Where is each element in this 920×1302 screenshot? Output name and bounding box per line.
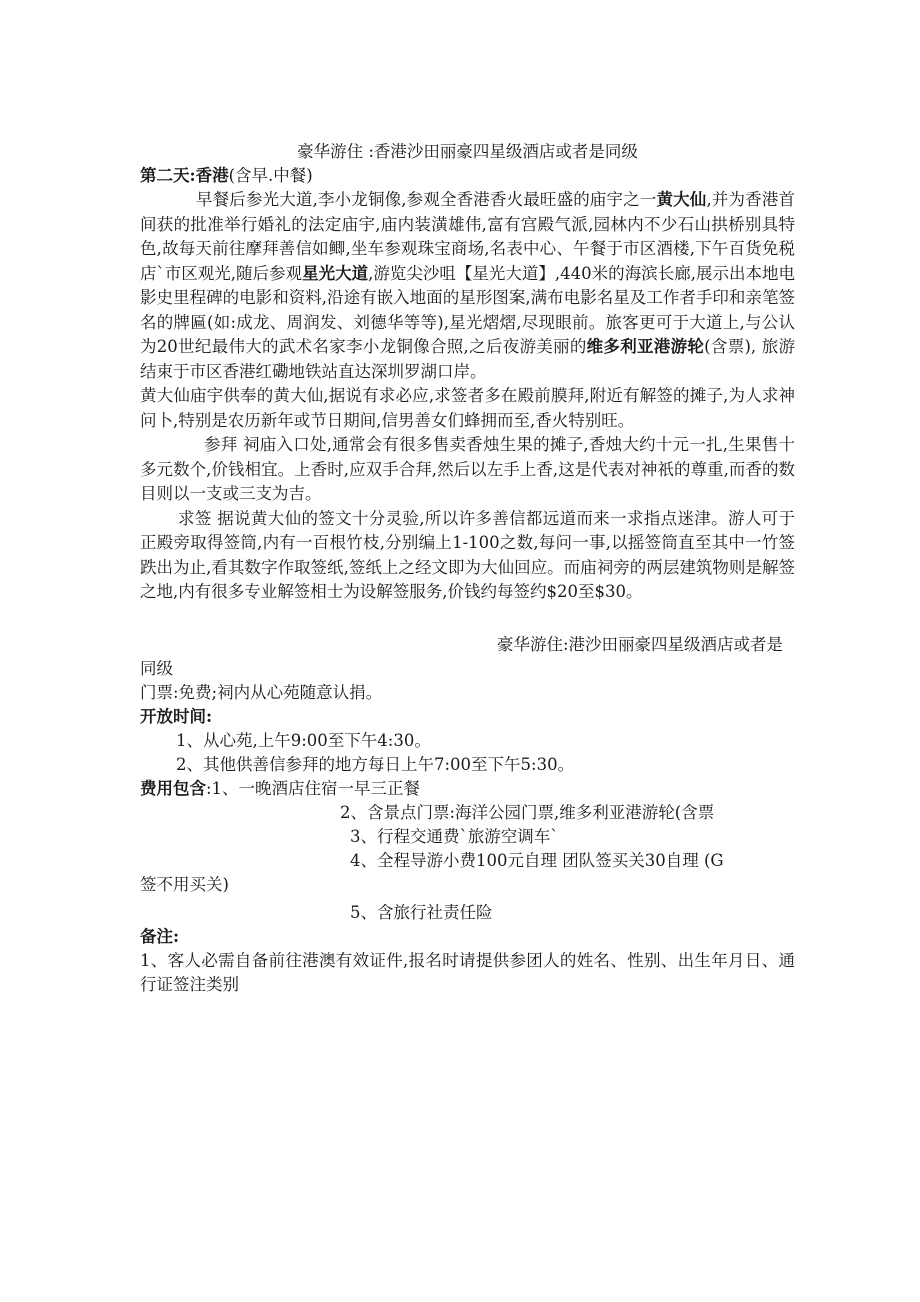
fee-include-5: 5、含旅行社责任险 bbox=[350, 902, 493, 922]
itinerary-text: 早餐后参光大道,李小龙铜像,参观全香港香火最旺盛的庙宇之一 bbox=[196, 190, 657, 209]
notes-title: 备注: bbox=[140, 926, 180, 946]
ticket-info: 门票:免费;祠内从心苑随意认捐。 bbox=[140, 682, 383, 702]
fee-include-1 bbox=[140, 777, 795, 801]
fee-item-1: :1、一晚酒店住宿一早三正餐 bbox=[206, 778, 421, 798]
highlight-avenue-of-stars: 星光大道 bbox=[302, 263, 369, 283]
itinerary-paragraph bbox=[140, 188, 795, 384]
opening-hours-title: 开放时间: bbox=[140, 706, 213, 726]
itinerary-text: ,游览尖沙咀【星光大道】,440米的海滨长廊,展示出本地电影史里程碑的电影和资料,沿途有嵌入地面的星形图案,满布电影名星及工作者手印和亲笔签名的牌匾(如:成龙、周润发、刘德华等等),星光熠熠,尽现眼前。旅客更可于大道上,与公认为20世纪最伟大的武术名家李小龙铜像合照,之后夜游美丽的 bbox=[140, 263, 796, 356]
accommodation-line-2-cont: 同级 bbox=[140, 658, 173, 678]
day2-meals: (含早.中餐) bbox=[228, 166, 313, 185]
accommodation-line-2: 豪华游住:港沙田丽豪四星级酒店或者是 bbox=[496, 634, 783, 654]
opening-hours-2: 2、其他供善信参拜的地方每日上午7:00至下午5:30。 bbox=[176, 754, 575, 774]
accommodation-line: 豪华游住 :香港沙田丽豪四星级酒店或者是同级 bbox=[297, 142, 638, 161]
fortune-stick-paragraph: 求签 据说黄大仙的签文十分灵验,所以许多善信都远道而来一求指点迷津。游人可于正殿旁取得签筒,内有一百根竹枝,分别编上1-100之数,每问一事,以摇签筒直至其中一竹签跌出为止,看其数字作取签纸,签纸上之经文即为大仙回应。而庙祠旁的两层建筑物则是解签之地,内有很多专业解签相士为设解签服务,价钱约每签约$20至$30。 bbox=[140, 508, 795, 601]
note-1: 1、客人必需自备前往港澳有效证件,报名时请提供参团人的姓名、性别、出生年月日、通行证签注类别 bbox=[140, 950, 795, 994]
document-page bbox=[140, 140, 795, 998]
day2-title: 第二天:香港 bbox=[140, 166, 229, 185]
day2-heading bbox=[140, 164, 795, 188]
worship-paragraph: 参拜 祠庙入口处,通常会有很多售卖香烛生果的摊子,香烛大约十元一扎,生果售十多元数个,价钱相宜。上香时,应双手合拜,然后以左手上香,这是代表对神祇的尊重,而香的数目则以一支或三支为吉。 bbox=[140, 435, 795, 503]
highlight-wong-tai-sin: 黄大仙 bbox=[656, 190, 707, 209]
fee-include-3: 3、行程交通费`旅游空调车` bbox=[350, 826, 559, 846]
itinerary-text: (含票), 旅游结束于市区香港红磡地铁站直达深圳罗湖口岸。 bbox=[140, 337, 795, 381]
fee-include-4-cont: 签不用买关) bbox=[140, 874, 229, 894]
wong-tai-sin-paragraph: 黄大仙庙宇供奉的黄大仙,据说有求必应,求签者多在殿前膜拜,附近有解签的摊子,为人求神问卜,特别是农历新年或节日期间,信男善女们蜂拥而至,香火特别旺。 bbox=[140, 386, 795, 430]
highlight-victoria-harbour-cruise: 维多利亚港游轮 bbox=[586, 337, 705, 356]
fee-title: 费用包含 bbox=[140, 778, 206, 798]
spacer bbox=[140, 605, 795, 633]
fee-include-2: 2、含景点门票:海洋公园门票,维多利亚港游轮(含票 bbox=[340, 802, 715, 822]
opening-hours-1: 1、从心苑,上午9:00至下午4:30。 bbox=[176, 730, 431, 750]
itinerary-text: ,并为香港首间获的批准举行婚礼的法定庙宇,庙内装潢雄伟,富有宫殿气派,园林内不少石山拱桥别具特色,故每天前往摩拜善信如鲫,坐车参观珠宝商场,名表中心、午餐于市区酒楼,下午百货免税店`市区观光,随后参观 bbox=[140, 190, 795, 283]
fee-include-4: 4、全程导游小费100元自理 团队签买关30自理 (G bbox=[350, 850, 724, 870]
